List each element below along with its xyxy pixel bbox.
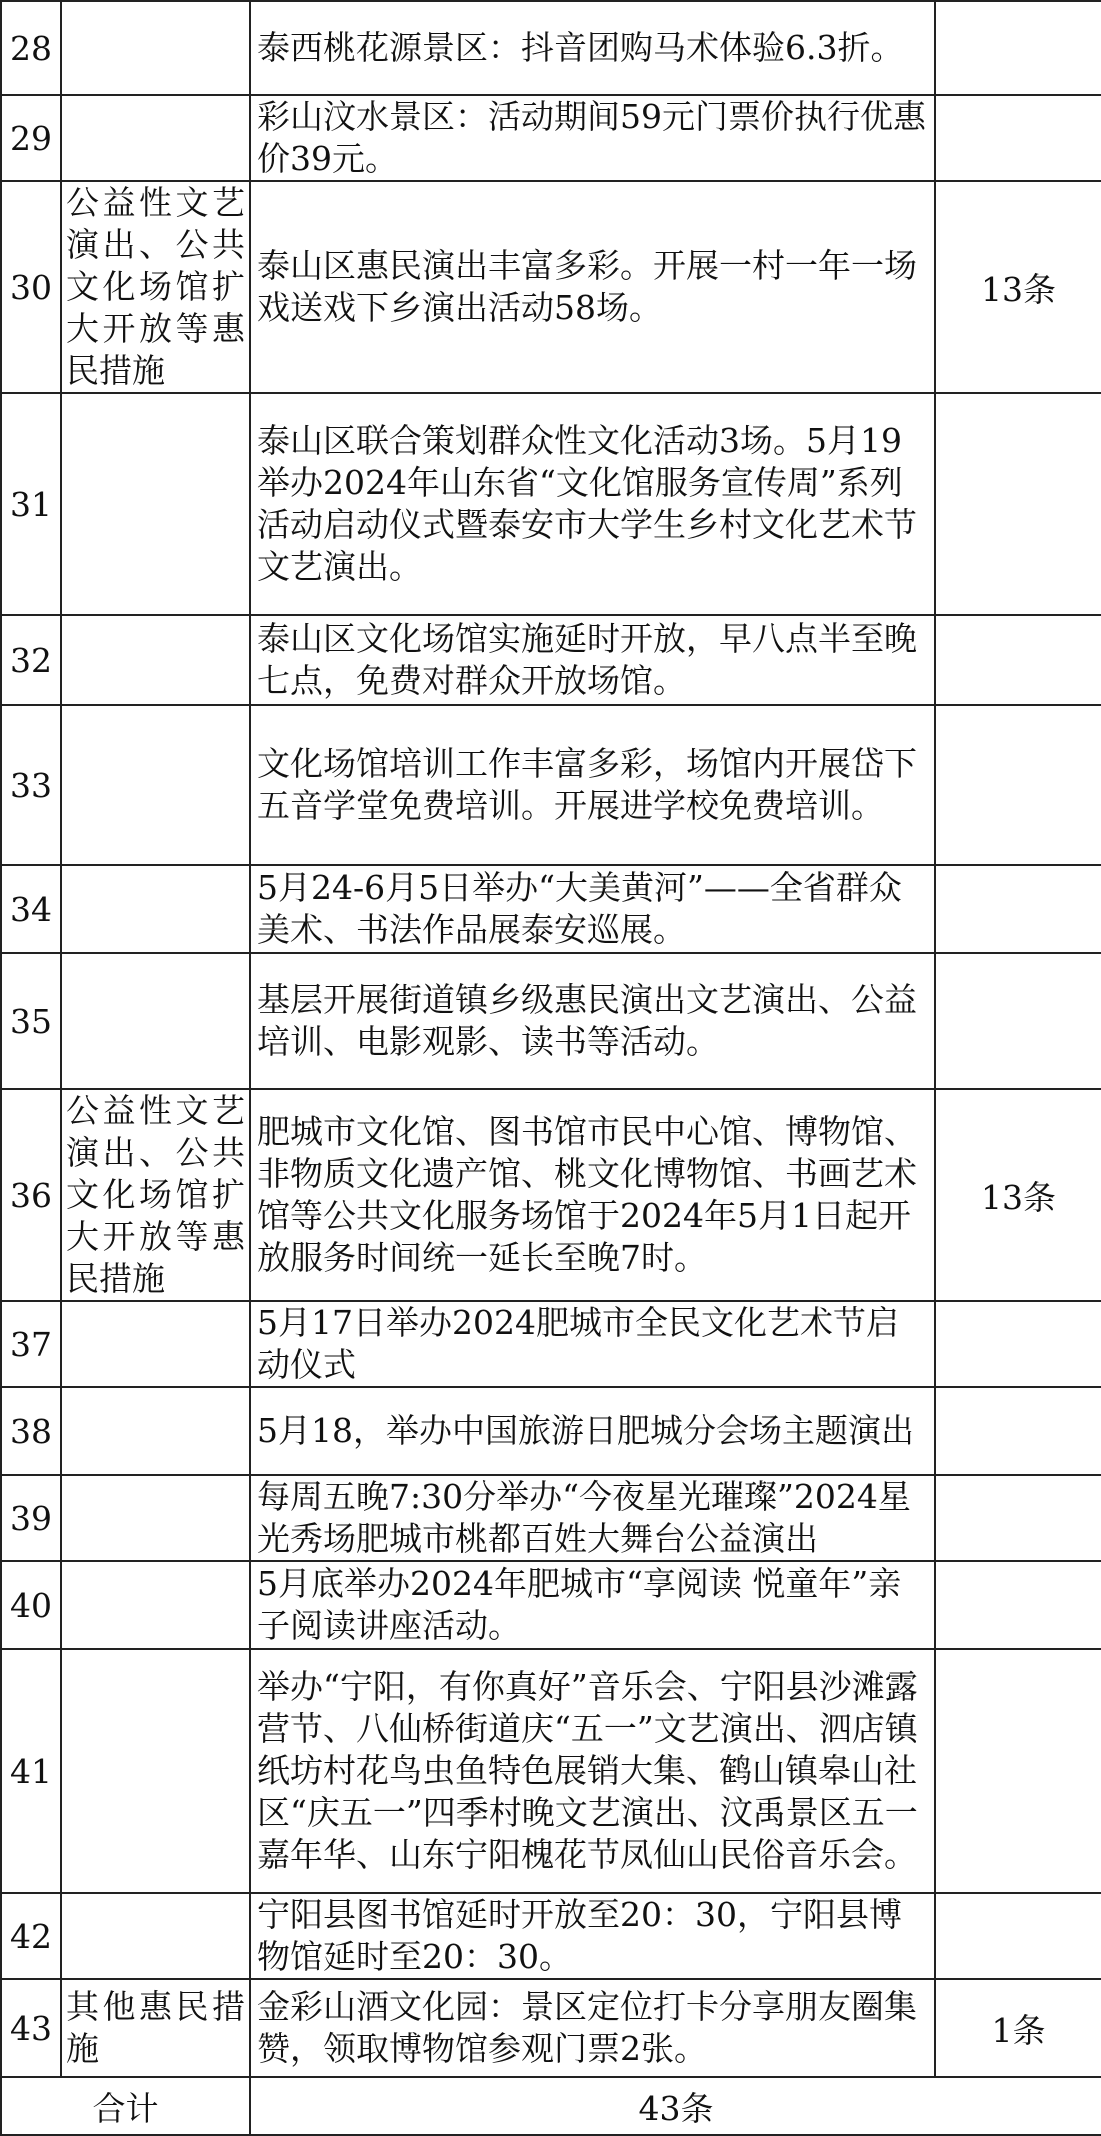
table-row	[1, 1089, 1101, 1301]
row-content: 泰山区文化场馆实施延时开放，早八点半至晚七点，免费对群众开放场馆。	[250, 615, 935, 705]
row-number: 33	[1, 705, 61, 865]
row-count	[935, 1387, 1101, 1475]
table-body	[1, 1, 1101, 2135]
row-number: 28	[1, 1, 61, 95]
row-content: 泰山区惠民演出丰富多彩。开展一村一年一场戏送戏下乡演出活动58场。	[250, 181, 935, 393]
table-row	[1, 615, 1101, 705]
row-category	[61, 865, 250, 953]
row-category	[61, 1301, 250, 1387]
row-content: 文化场馆培训工作丰富多彩，场馆内开展岱下五音学堂免费培训。开展进学校免费培训。	[250, 705, 935, 865]
row-category	[61, 1387, 250, 1475]
row-number: 40	[1, 1561, 61, 1649]
table-row	[1, 1561, 1101, 1649]
row-number: 36	[1, 1089, 61, 1301]
total-label: 合计	[1, 2077, 250, 2135]
table-row	[1, 393, 1101, 615]
row-content: 5月17日举办2024肥城市全民文化艺术节启动仪式	[250, 1301, 935, 1387]
row-count	[935, 1649, 1101, 1893]
row-category	[61, 705, 250, 865]
table-row	[1, 1475, 1101, 1561]
table-row	[1, 1979, 1101, 2077]
table-row	[1, 865, 1101, 953]
row-count	[935, 953, 1101, 1089]
row-content: 肥城市文化馆、图书馆市民中心馆、博物馆、非物质文化遗产馆、桃文化博物馆、书画艺术馆等公共文化服务场馆于2024年5月1日起开放服务时间统一延长至晚7时。	[250, 1089, 935, 1301]
row-number: 38	[1, 1387, 61, 1475]
row-number: 32	[1, 615, 61, 705]
row-count	[935, 1, 1101, 95]
row-category	[61, 1475, 250, 1561]
total-value: 43条	[250, 2077, 1101, 2135]
row-number: 31	[1, 393, 61, 615]
row-content: 泰山区联合策划群众性文化活动3场。5月19举办2024年山东省“文化馆服务宣传周”系列活动启动仪式暨泰安市大学生乡村文化艺术节文艺演出。	[250, 393, 935, 615]
row-category	[61, 1649, 250, 1893]
row-count	[935, 1475, 1101, 1561]
row-count: 13条	[935, 1089, 1101, 1301]
row-count: 1条	[935, 1979, 1101, 2077]
row-number: 30	[1, 181, 61, 393]
row-count	[935, 1561, 1101, 1649]
table-row	[1, 705, 1101, 865]
table-row	[1, 1649, 1101, 1893]
row-category	[61, 1893, 250, 1979]
table-row	[1, 1387, 1101, 1475]
total-row	[1, 2077, 1101, 2135]
row-number: 37	[1, 1301, 61, 1387]
table-row	[1, 953, 1101, 1089]
row-count	[935, 865, 1101, 953]
row-category	[61, 393, 250, 615]
table-row	[1, 181, 1101, 393]
row-count	[935, 1893, 1101, 1979]
row-content: 每周五晚7:30分举办“今夜星光璀璨”2024星光秀场肥城市桃都百姓大舞台公益演出	[250, 1475, 935, 1561]
row-content: 举办“宁阳，有你真好”音乐会、宁阳县沙滩露营节、八仙桥街道庆“五一”文艺演出、泗店镇纸坊村花鸟虫鱼特色展销大集、鹤山镇皋山社区“庆五一”四季村晚文艺演出、汶禹景区五一嘉年华、山东宁阳槐花节凤仙山民俗音乐会。	[250, 1649, 935, 1893]
row-category	[61, 953, 250, 1089]
row-number: 42	[1, 1893, 61, 1979]
table-row	[1, 1301, 1101, 1387]
row-number: 43	[1, 1979, 61, 2077]
row-number: 34	[1, 865, 61, 953]
row-count	[935, 705, 1101, 865]
row-category: 公益性文艺演出、公共文化场馆扩大开放等惠民措施	[61, 181, 250, 393]
row-number: 39	[1, 1475, 61, 1561]
row-category	[61, 1, 250, 95]
row-number: 29	[1, 95, 61, 181]
row-content: 5月24-6月5日举办“大美黄河”——全省群众美术、书法作品展泰安巡展。	[250, 865, 935, 953]
row-content: 基层开展街道镇乡级惠民演出文艺演出、公益培训、电影观影、读书等活动。	[250, 953, 935, 1089]
row-content: 宁阳县图书馆延时开放至20：30，宁阳县博物馆延时至20：30。	[250, 1893, 935, 1979]
table-row	[1, 1893, 1101, 1979]
row-count	[935, 615, 1101, 705]
row-number: 41	[1, 1649, 61, 1893]
row-category	[61, 1561, 250, 1649]
row-content: 5月18，举办中国旅游日肥城分会场主题演出	[250, 1387, 935, 1475]
row-number: 35	[1, 953, 61, 1089]
row-content: 5月底举办2024年肥城市“享阅读 悦童年”亲子阅读讲座活动。	[250, 1561, 935, 1649]
row-category	[61, 615, 250, 705]
row-count	[935, 95, 1101, 181]
row-category	[61, 95, 250, 181]
row-content: 泰西桃花源景区：抖音团购马术体验6.3折。	[250, 1, 935, 95]
row-category: 公益性文艺演出、公共文化场馆扩大开放等惠民措施	[61, 1089, 250, 1301]
row-category: 其他惠民措施	[61, 1979, 250, 2077]
row-count	[935, 393, 1101, 615]
row-count	[935, 1301, 1101, 1387]
table-row	[1, 95, 1101, 181]
row-content: 金彩山酒文化园：景区定位打卡分享朋友圈集赞，领取博物馆参观门票2张。	[250, 1979, 935, 2077]
row-content: 彩山汶水景区：活动期间59元门票价执行优惠价39元。	[250, 95, 935, 181]
table-row	[1, 1, 1101, 95]
row-count: 13条	[935, 181, 1101, 393]
